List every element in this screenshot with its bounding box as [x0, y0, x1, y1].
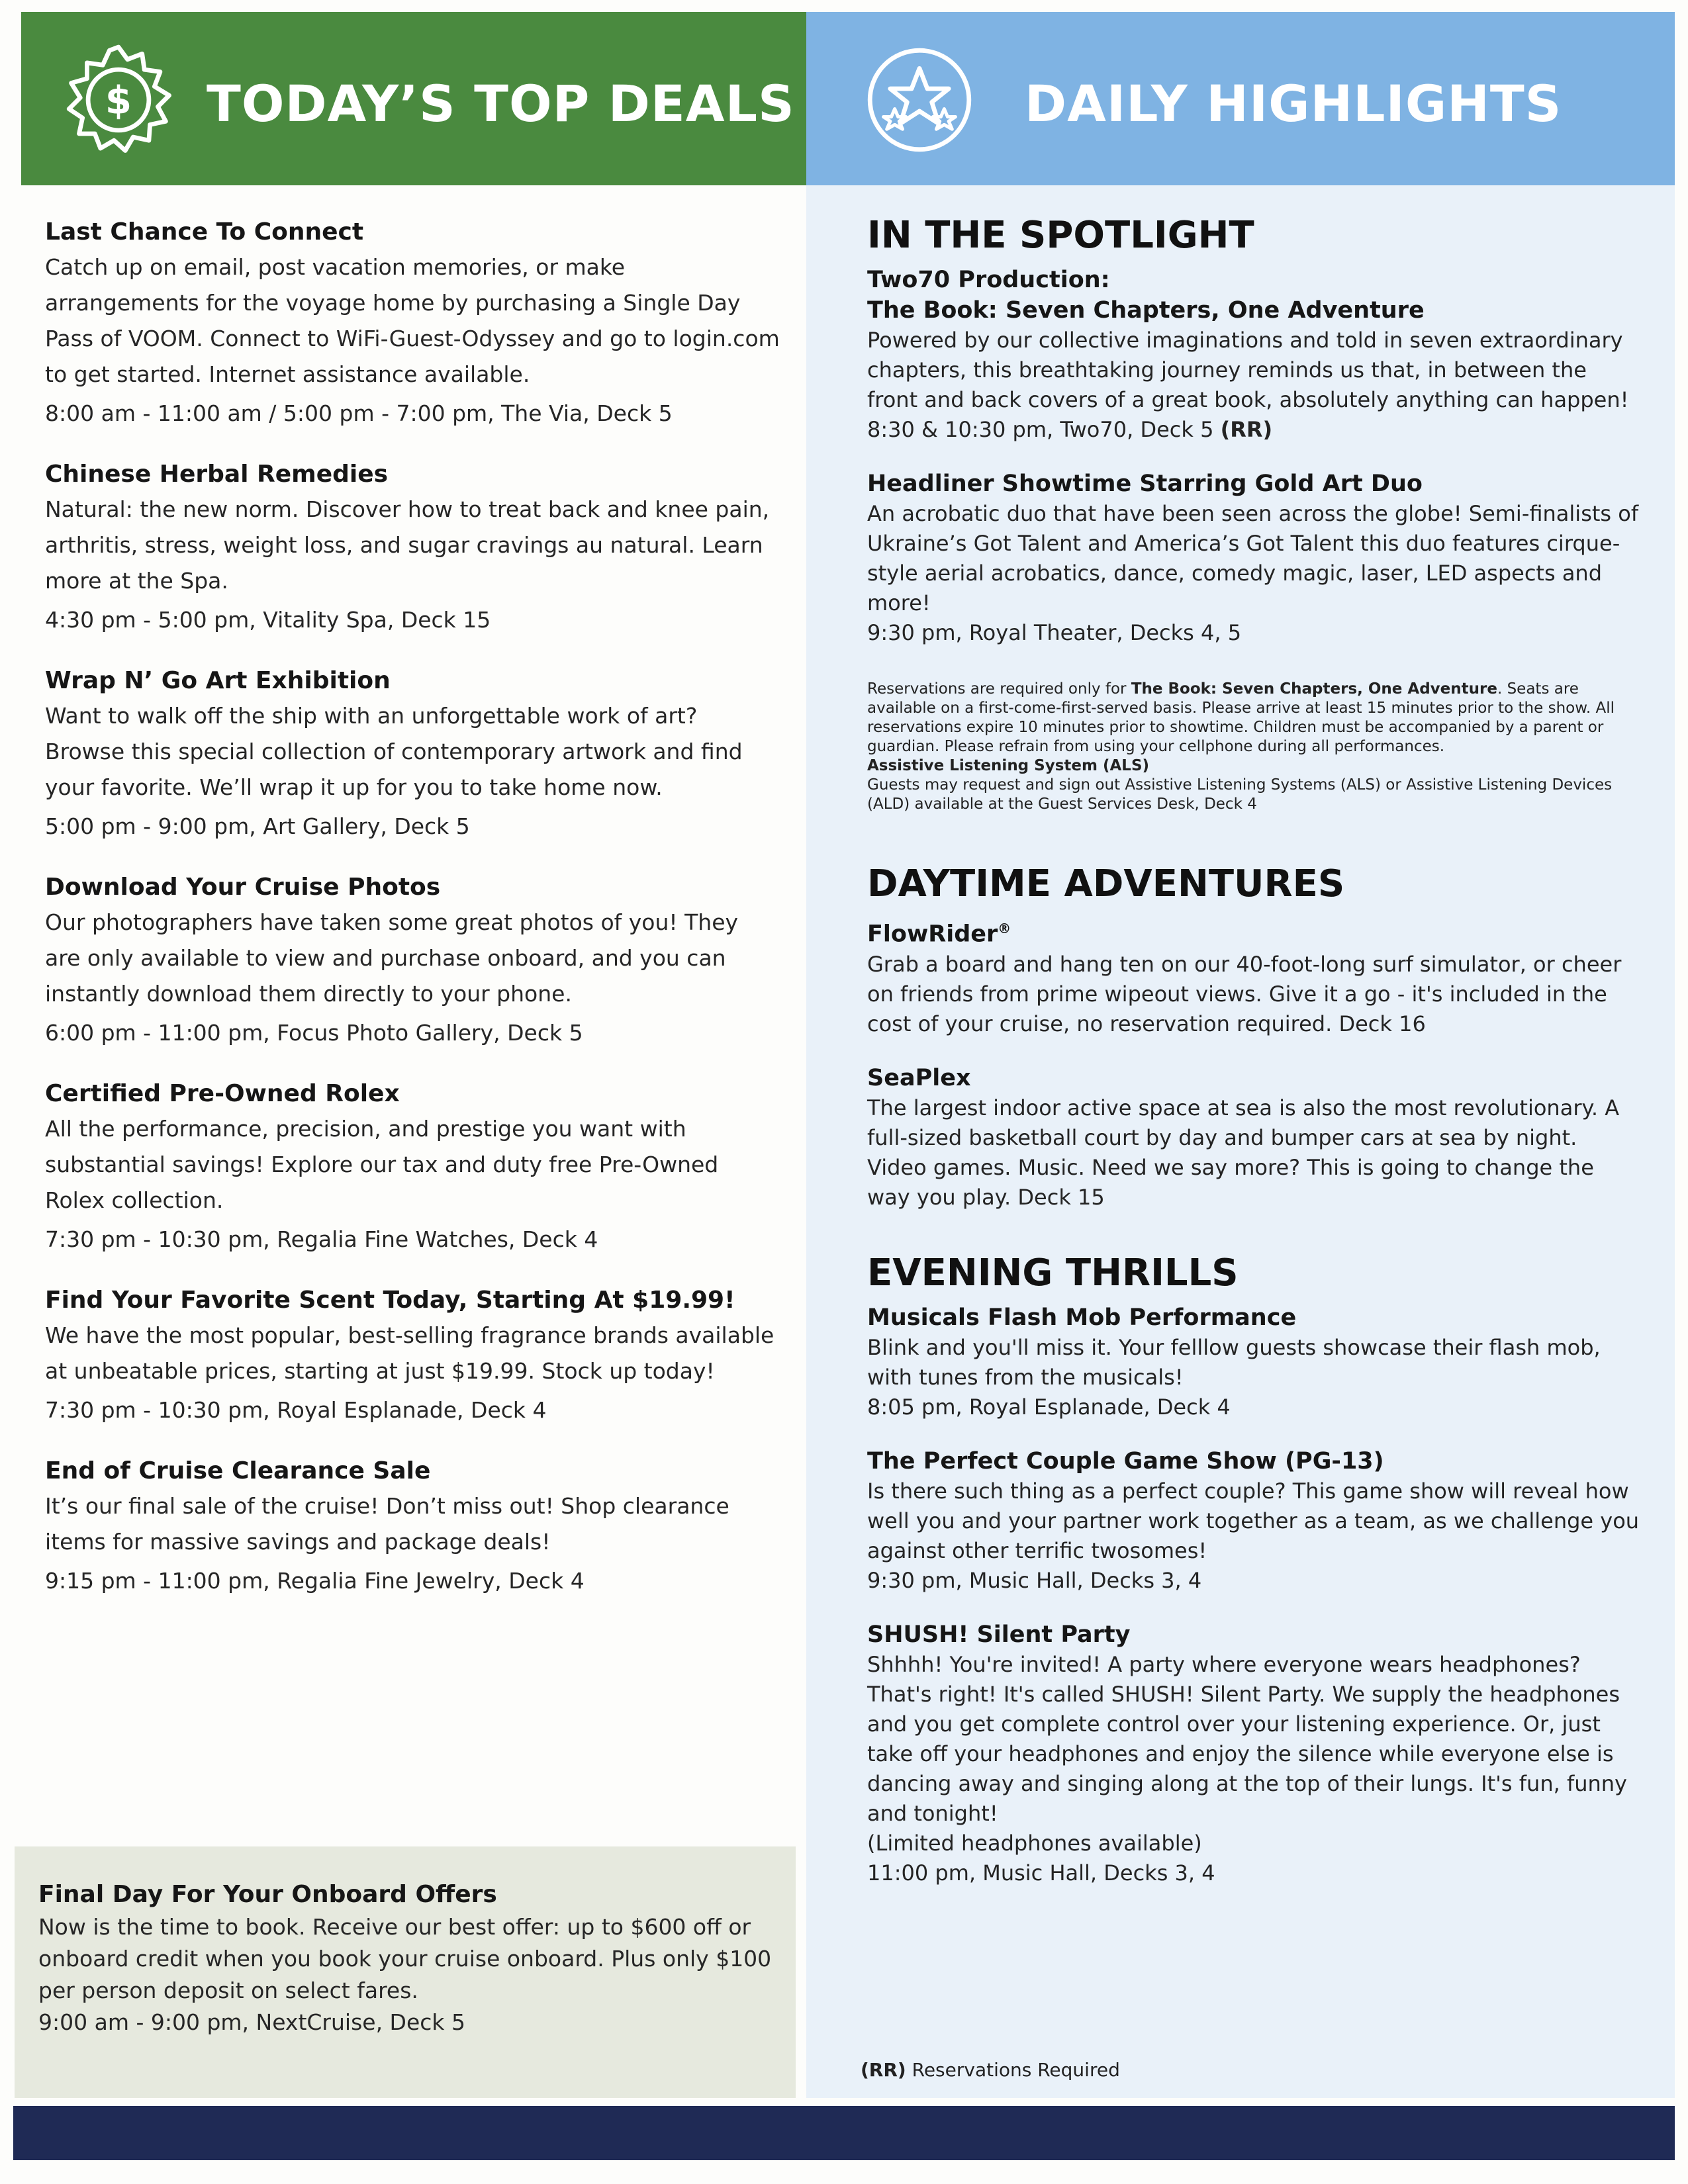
deal-time: 9:15 pm - 11:00 pm, Regalia Fine Jewelry, Deck 4	[45, 1568, 585, 1594]
deal-title: Wrap N’ Go Art Exhibition	[45, 667, 391, 694]
deal-item	[45, 457, 780, 639]
deal-title: Certified Pre-Owned Rolex	[45, 1080, 400, 1107]
event-title-text: FlowRider	[867, 921, 998, 948]
event-flowrider	[867, 913, 1642, 1039]
dollar-badge-icon	[62, 44, 175, 156]
event-flash-mob	[867, 1302, 1642, 1422]
registered-mark: ®	[998, 921, 1011, 936]
deal-item	[45, 664, 780, 845]
deal-description: We have the most popular, best-selling fragrance brands available at unbeatable prices, starting at just $19.99. Stock up today!	[45, 1322, 774, 1384]
offers-title: Final Day For Your Onboard Offers	[38, 1881, 497, 1908]
highlights-title: DAILY HIGHLIGHTS	[1025, 74, 1562, 133]
event-title	[867, 913, 1642, 950]
deal-time: 6:00 pm - 11:00 pm, Focus Photo Gallery, Deck 5	[45, 1020, 583, 1046]
deal-time: 7:30 pm - 10:30 pm, Royal Esplanade, Deck 4	[45, 1397, 547, 1423]
notice-show-name: The Book: Seven Chapters, One Adventure	[1131, 680, 1497, 698]
notice-text-part: . Seats are available on a first-come-first-served basis. Please arrive at least 15 minutes prior to the show. All reservations expire 10 minutes prior to showtime. Children must be accompanied by a parent or guardian. Please refrain from using your cellphone during all performances.	[867, 680, 1615, 755]
event-headliner	[867, 469, 1642, 648]
deal-time: 7:30 pm - 10:30 pm, Regalia Fine Watches, Deck 4	[45, 1226, 598, 1252]
event-title: SHUSH! Silent Party	[867, 1621, 1131, 1648]
highlights-header	[806, 12, 1675, 185]
event-description: Shhhh! You're invited! A party where everyone wears headphones? That's right! It's called SHUSH! Silent Party. We supply the headphones and you get complete control over your listening experience. Or, just take off your headphones and enjoy the silence while everyone else is dancing away and singing along at the top of their lungs. It's fun, funny and tonight!	[867, 1651, 1627, 1826]
event-time	[867, 415, 1642, 445]
deal-item	[45, 1077, 780, 1258]
notice-text-part: Reservations are required only for	[867, 680, 1131, 698]
deal-title: Last Chance To Connect	[45, 218, 364, 246]
event-book	[867, 265, 1642, 445]
stars-circle-icon	[863, 44, 976, 156]
deal-time: 8:00 am - 11:00 am / 5:00 pm - 7:00 pm, The Via, Deck 5	[45, 400, 673, 426]
evening-heading: EVENING THRILLS	[867, 1251, 1239, 1295]
deal-item	[45, 215, 780, 432]
reservation-notice	[867, 680, 1642, 814]
event-seaplex	[867, 1063, 1642, 1212]
event-title: Headliner Showtime Starring Gold Art Duo	[867, 471, 1423, 497]
deal-description: Catch up on email, post vacation memories, or make arrangements for the voyage home by purchasing a Single Day Pass of VOOM. Connect to WiFi-Guest-Odyssey and go to login.com to get started. Internet assistance available.	[45, 254, 780, 387]
event-title: Two70 Production:	[867, 267, 1110, 293]
deals-list	[45, 215, 780, 1625]
deal-description: Natural: the new norm. Discover how to treat back and knee pain, arthritis, stress, weight loss, and sugar cravings au natural. Learn more at the Spa.	[45, 496, 770, 594]
deal-title: Download Your Cruise Photos	[45, 874, 441, 901]
event-description: Blink and you'll miss it. Your felllow guests showcase their flash mob, with tunes from the musicals!	[867, 1334, 1601, 1390]
highlights-content	[867, 212, 1642, 1912]
offers-description: Now is the time to book. Receive our best offer: up to $600 off or onboard credit when you book your cruise onboard. Plus only $100 per person deposit on select fares.	[38, 1914, 772, 2003]
reservations-legend	[861, 2057, 1120, 2083]
legend-code: (RR)	[861, 2059, 906, 2081]
event-title: The Perfect Couple Game Show (PG-13)	[867, 1447, 1384, 1475]
event-description: Powered by our collective imaginations and told in seven extraordinary chapters, this breathtaking journey reminds us that, in between the front and back covers of a great book, absolutely anything can happen!	[867, 328, 1629, 412]
als-title: Assistive Listening System (ALS)	[867, 757, 1150, 774]
reservation-required-badge: (RR)	[1220, 417, 1273, 442]
svg-text:$: $	[105, 77, 132, 123]
footer-bar	[13, 2106, 1675, 2160]
deal-time: 4:30 pm - 5:00 pm, Vitality Spa, Deck 15	[45, 607, 491, 633]
legend-text: Reservations Required	[912, 2059, 1120, 2081]
event-description: Is there such thing as a perfect couple? This game show will reveal how well you and your partner work together as a team, as we challenge you against other terrific twosomes!	[867, 1478, 1640, 1563]
spotlight-heading: IN THE SPOTLIGHT	[867, 214, 1254, 257]
deal-title: Find Your Favorite Scent Today, Starting At $19.99!	[45, 1287, 735, 1314]
event-time: 9:30 pm, Royal Theater, Decks 4, 5	[867, 620, 1242, 645]
daytime-heading: DAYTIME ADVENTURES	[867, 862, 1345, 905]
event-time: 11:00 pm, Music Hall, Decks 3, 4	[867, 1860, 1215, 1886]
event-time: 8:05 pm, Royal Esplanade, Deck 4	[867, 1394, 1231, 1420]
event-time-text: 8:30 & 10:30 pm, Two70, Deck 5	[867, 417, 1214, 442]
event-description: The largest indoor active space at sea is also the most revolutionary. A full-sized basketball court by day and bumper cars at sea by night. Video games. Music. Need we say more? This is going to change the way you play. Deck 15	[867, 1095, 1620, 1210]
als-description: Guests may request and sign out Assistive Listening Systems (ALS) or Assistive Listening Devices (ALD) available at the Guest Services Desk, Deck 4	[867, 776, 1613, 813]
deal-item	[45, 870, 780, 1052]
event-title: SeaPlex	[867, 1064, 971, 1091]
notice-text	[867, 680, 1642, 756]
event-game-show	[867, 1446, 1642, 1596]
deal-item	[45, 1454, 780, 1600]
deal-item	[45, 1283, 780, 1429]
deal-description: It’s our final sale of the cruise! Don’t miss out! Shop clearance items for massive savings and package deals!	[45, 1493, 729, 1555]
event-time: 9:30 pm, Music Hall, Decks 3, 4	[867, 1567, 1202, 1593]
deal-title: End of Cruise Clearance Sale	[45, 1457, 431, 1484]
onboard-offers-box	[15, 1846, 796, 2098]
event-title: Musicals Flash Mob Performance	[867, 1304, 1297, 1331]
event-note: (Limited headphones available)	[867, 1830, 1202, 1856]
deal-description: All the performance, precision, and prestige you want with substantial savings! Explore our tax and duty free Pre-Owned Rolex collection.	[45, 1116, 719, 1213]
event-title: The Book: Seven Chapters, One Adventure	[867, 297, 1425, 324]
deal-time: 5:00 pm - 9:00 pm, Art Gallery, Deck 5	[45, 813, 470, 839]
offers-time: 9:00 am - 9:00 pm, NextCruise, Deck 5	[38, 2009, 466, 2035]
deal-title: Chinese Herbal Remedies	[45, 461, 389, 488]
event-silent-party	[867, 1619, 1642, 1888]
event-description: An acrobatic duo that have been seen across the globe! Semi-finalists of Ukraine’s Got Talent and America’s Got Talent this duo features cirque-style aerial acrobatics, dance, comedy magic, laser, LED aspects and more!	[867, 501, 1639, 615]
deal-description: Our photographers have taken some great photos of you! They are only available to view and purchase onboard, and you can instantly download them directly to your phone.	[45, 909, 739, 1007]
deals-header	[21, 12, 806, 185]
deal-description: Want to walk off the ship with an unforgettable work of art? Browse this special collection of contemporary artwork and find your favorite. We’ll wrap it up for you to take home now.	[45, 703, 743, 800]
deals-title: TODAY’S TOP DEALS	[207, 74, 795, 133]
event-description: Grab a board and hang ten on our 40-foot-long surf simulator, or cheer on friends from prime wipeout views. Give it a go - it's included in the cost of your cruise, no reservation required. Deck 16	[867, 951, 1622, 1036]
